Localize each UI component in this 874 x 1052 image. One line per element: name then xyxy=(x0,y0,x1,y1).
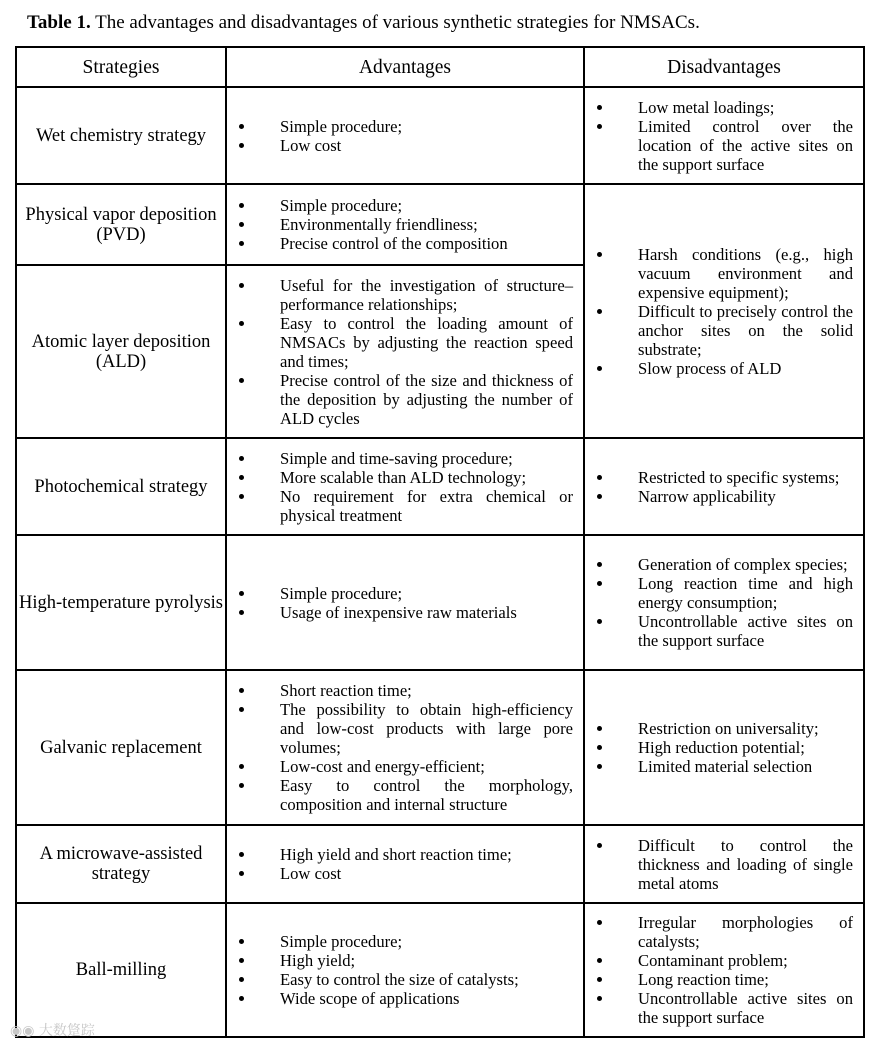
list-item: The possibility to obtain high-efficiency and low-cost products with large pore volumes; xyxy=(237,700,573,757)
advantages-cell xyxy=(226,87,584,184)
list-item: Low cost xyxy=(237,136,573,155)
list-item: Precise control of the size and thickness of the deposition by adjusting the number of ALD cycles xyxy=(237,371,573,428)
list-item: High yield and short reaction time; xyxy=(237,845,573,864)
list-item: Restricted to specific systems; xyxy=(595,468,853,487)
disadvantages-list xyxy=(585,719,863,776)
advantages-list xyxy=(227,932,583,1008)
advantages-list xyxy=(227,449,583,525)
list-item: Long reaction time and high energy consumption; xyxy=(595,574,853,612)
list-item: Simple procedure; xyxy=(237,196,573,215)
advantages-list xyxy=(227,276,583,428)
advantages-list xyxy=(227,681,583,814)
strategies-table xyxy=(15,46,865,1038)
table-title: The advantages and disadvantages of various synthetic strategies for NMSACs. xyxy=(95,12,700,33)
table-row xyxy=(16,670,864,825)
list-item: No requirement for extra chemical or physical treatment xyxy=(237,487,573,525)
list-item: Harsh conditions (e.g., high vacuum environment and expensive equipment); xyxy=(595,245,853,302)
disadvantages-list xyxy=(585,98,863,174)
list-item: Irregular morphologies of catalysts; xyxy=(595,913,853,951)
header-strategies: Strategies xyxy=(16,47,226,87)
list-item: Contaminant problem; xyxy=(595,951,853,970)
table-row xyxy=(16,825,864,903)
disadvantages-cell xyxy=(584,670,864,825)
disadvantages-list xyxy=(585,555,863,650)
list-item: Precise control of the composition xyxy=(237,234,573,253)
list-item: Short reaction time; xyxy=(237,681,573,700)
advantages-cell xyxy=(226,670,584,825)
advantages-list xyxy=(227,196,583,253)
advantages-cell xyxy=(226,825,584,903)
list-item: Uncontrollable active sites on the support surface xyxy=(595,989,853,1027)
advantages-list xyxy=(227,584,583,622)
disadvantages-cell xyxy=(584,184,864,438)
advantages-cell xyxy=(226,265,584,438)
list-item: Simple and time-saving procedure; xyxy=(237,449,573,468)
list-item: Restriction on universality; xyxy=(595,719,853,738)
advantages-cell xyxy=(226,903,584,1037)
list-item: Uncontrollable active sites on the support surface xyxy=(595,612,853,650)
header-advantages: Advantages xyxy=(226,47,584,87)
list-item: Easy to control the size of catalysts; xyxy=(237,970,573,989)
strategy-cell: Photochemical strategy xyxy=(16,438,226,535)
list-item: Simple procedure; xyxy=(237,584,573,603)
table-label: Table 1. xyxy=(27,12,91,33)
shared-disadvantages-list xyxy=(585,245,863,378)
strategy-cell: Atomic layer deposition (ALD) xyxy=(16,265,226,438)
disadvantages-cell xyxy=(584,87,864,184)
list-item: Easy to control the morphology, composition and internal structure xyxy=(237,776,573,814)
advantages-list xyxy=(227,845,583,883)
table-caption xyxy=(27,11,700,35)
list-item: Environmentally friendliness; xyxy=(237,215,573,234)
advantages-cell xyxy=(226,438,584,535)
table-row xyxy=(16,184,864,265)
advantages-cell xyxy=(226,184,584,265)
watermark-text: 大数跾踪 xyxy=(38,1023,95,1039)
disadvantages-list xyxy=(585,836,863,893)
header-disadvantages: Disadvantages xyxy=(584,47,864,87)
list-item: Wide scope of applications xyxy=(237,989,573,1008)
strategy-cell: A microwave-assisted strategy xyxy=(16,825,226,903)
list-item: Narrow applicability xyxy=(595,487,853,506)
list-item: Useful for the investigation of structure–performance relationships; xyxy=(237,276,573,314)
list-item: Generation of complex species; xyxy=(595,555,853,574)
header-row xyxy=(16,47,864,87)
disadvantages-list xyxy=(585,468,863,506)
list-item: Limited material selection xyxy=(595,757,853,776)
advantages-list xyxy=(227,117,583,155)
disadvantages-cell xyxy=(584,825,864,903)
list-item: Slow process of ALD xyxy=(595,359,853,378)
strategy-cell: Ball-milling xyxy=(16,903,226,1037)
list-item: Limited control over the location of the active sites on the support surface xyxy=(595,117,853,174)
disadvantages-cell xyxy=(584,535,864,670)
list-item: Difficult to control the thickness and loading of single metal atoms xyxy=(595,836,853,893)
strategy-cell: High-temperature pyrolysis xyxy=(16,535,226,670)
watermark: ◉◉ 大数跾踪 xyxy=(10,1023,95,1039)
strategy-cell: Wet chemistry strategy xyxy=(16,87,226,184)
list-item: Low-cost and energy-efficient; xyxy=(237,757,573,776)
table-row xyxy=(16,438,864,535)
list-item: Low metal loadings; xyxy=(595,98,853,117)
list-item: High reduction potential; xyxy=(595,738,853,757)
disadvantages-cell xyxy=(584,438,864,535)
table-row xyxy=(16,535,864,670)
advantages-cell xyxy=(226,535,584,670)
disadvantages-cell xyxy=(584,903,864,1037)
disadvantages-list xyxy=(585,913,863,1027)
table-row xyxy=(16,903,864,1037)
list-item: More scalable than ALD technology; xyxy=(237,468,573,487)
list-item: Simple procedure; xyxy=(237,117,573,136)
list-item: High yield; xyxy=(237,951,573,970)
list-item: Simple procedure; xyxy=(237,932,573,951)
strategy-cell: Physical vapor deposition (PVD) xyxy=(16,184,226,265)
list-item: Difficult to precisely control the anchor sites on the solid substrate; xyxy=(595,302,853,359)
table-row xyxy=(16,87,864,184)
list-item: Usage of inexpensive raw materials xyxy=(237,603,573,622)
list-item: Low cost xyxy=(237,864,573,883)
strategy-cell: Galvanic replacement xyxy=(16,670,226,825)
list-item: Easy to control the loading amount of NMSACs by adjusting the reaction speed and times; xyxy=(237,314,573,371)
list-item: Long reaction time; xyxy=(595,970,853,989)
